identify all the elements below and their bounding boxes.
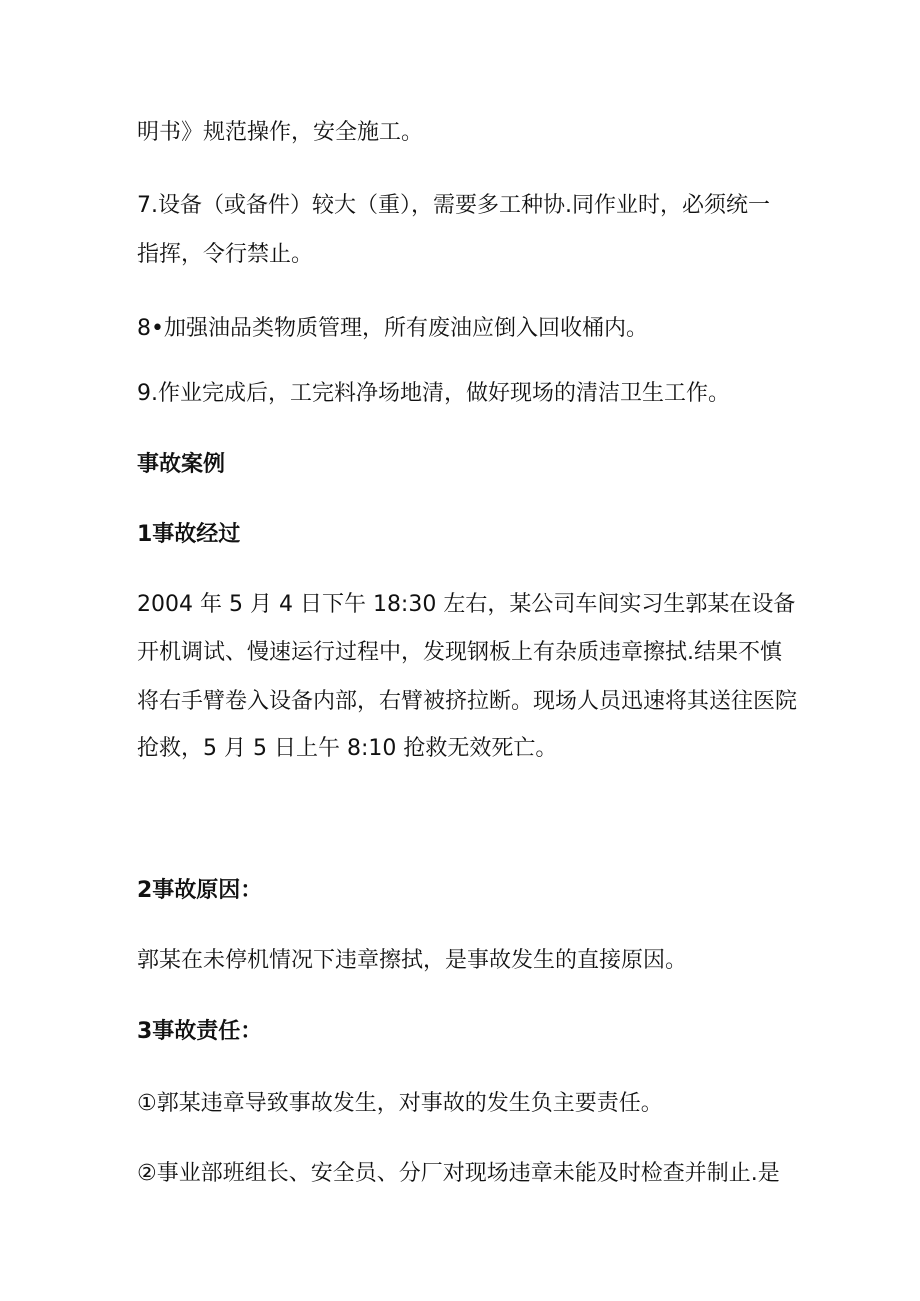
section-heading: 事故案例: [137, 452, 226, 477]
section-heading: 2事故原因：: [137, 878, 263, 903]
paragraph-line: 指挥，令行禁止。: [137, 242, 314, 267]
section-heading: 3事故责任：: [137, 1019, 263, 1044]
paragraph-line: 2004 年 5 月 4 日下午 18:30 左右，某公司车间实习生郭某在设备: [137, 592, 796, 617]
paragraph-line: 8•加强油品类物质管理，所有废油应倒入回收桶内。: [137, 316, 648, 341]
paragraph-line: ②事业部班组长、安全员、分厂对现场违章未能及时检查并制止.是: [137, 1161, 780, 1186]
paragraph-line: 明书》规范操作，安全施工。: [137, 120, 424, 145]
paragraph-line: 7.设备（或备件）较大（重），需要多工种协.同作业时，必须统一: [137, 193, 770, 218]
paragraph-line: ①郭某违章导致事故发生，对事故的发生负主要责任。: [137, 1091, 663, 1116]
paragraph-line: 开机调试、慢速运行过程中，发现钢板上有杂质违章擦拭.结果不慎: [137, 640, 782, 665]
paragraph-line: 将右手臂卷入设备内部，右臂被挤拉断。现场人员迅速将其送往医院: [137, 689, 798, 714]
paragraph-line: 抢救，5 月 5 日上午 8:10 抢救无效死亡。: [137, 736, 558, 761]
section-heading: 1事故经过: [137, 522, 241, 547]
paragraph-line: 郭某在未停机情况下违章擦拭，是事故发生的直接原因。: [137, 948, 688, 973]
paragraph-line: 9.作业完成后，工完料净场地清，做好现场的清洁卫生工作。: [137, 381, 730, 406]
